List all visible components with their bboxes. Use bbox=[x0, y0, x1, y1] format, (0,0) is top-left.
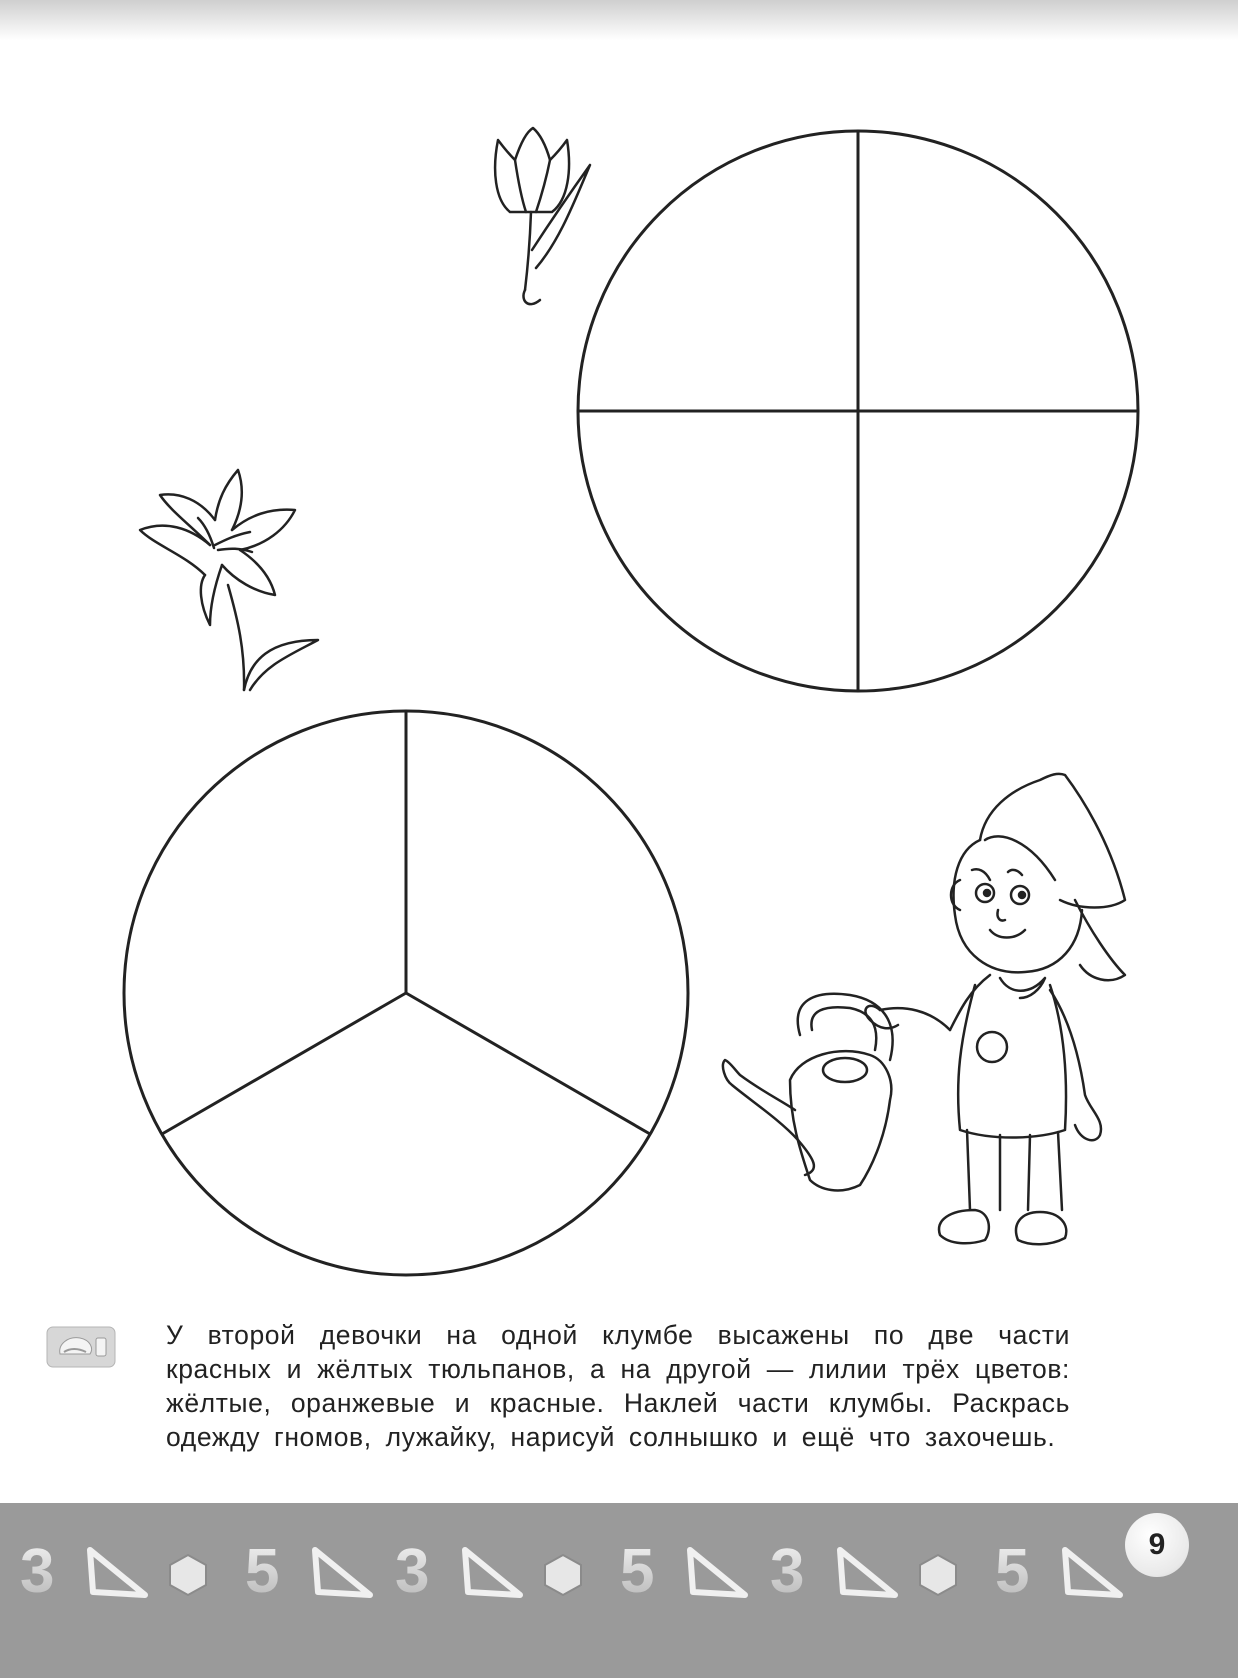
footer-triangle-icon bbox=[315, 1550, 370, 1595]
tulip-drawing bbox=[495, 128, 590, 304]
third-circle bbox=[124, 711, 688, 1275]
footer-digit: 3 bbox=[770, 1537, 805, 1606]
footer-pattern bbox=[0, 1503, 1238, 1678]
footer-band bbox=[0, 1503, 1238, 1678]
gnome-girl-drawing bbox=[723, 774, 1125, 1244]
page-number: 9 bbox=[1125, 1513, 1189, 1577]
footer-digit: 5 bbox=[995, 1537, 1030, 1606]
footer-cube-icon bbox=[170, 1555, 206, 1595]
footer-triangle-icon bbox=[1065, 1550, 1120, 1595]
sticker-hand-icon bbox=[46, 1326, 116, 1368]
footer-triangle-icon bbox=[465, 1550, 520, 1595]
footer-triangle-icon bbox=[90, 1550, 145, 1595]
footer-digit: 5 bbox=[245, 1537, 280, 1606]
lily-drawing bbox=[140, 470, 318, 690]
footer-digit: 3 bbox=[20, 1537, 55, 1606]
footer-cube-icon bbox=[545, 1555, 581, 1595]
quarter-circle bbox=[578, 131, 1138, 691]
footer-triangle-icon bbox=[690, 1550, 745, 1595]
task-instructions: У второй девочки на одной клумбе высажены по две части красных и жёлтых тюльпанов, а на другой — лилии трёх цветов: жёлтые, оранжевые и красные. Наклей части клумбы. Раскрась одежду гномов, лужайку, нарисуй солнышко и ещё что захочешь. bbox=[166, 1320, 1070, 1452]
footer-digit: 3 bbox=[395, 1537, 430, 1606]
footer-cube-icon bbox=[920, 1555, 956, 1595]
footer-triangle-icon bbox=[840, 1550, 895, 1595]
footer-digit: 5 bbox=[620, 1537, 655, 1606]
